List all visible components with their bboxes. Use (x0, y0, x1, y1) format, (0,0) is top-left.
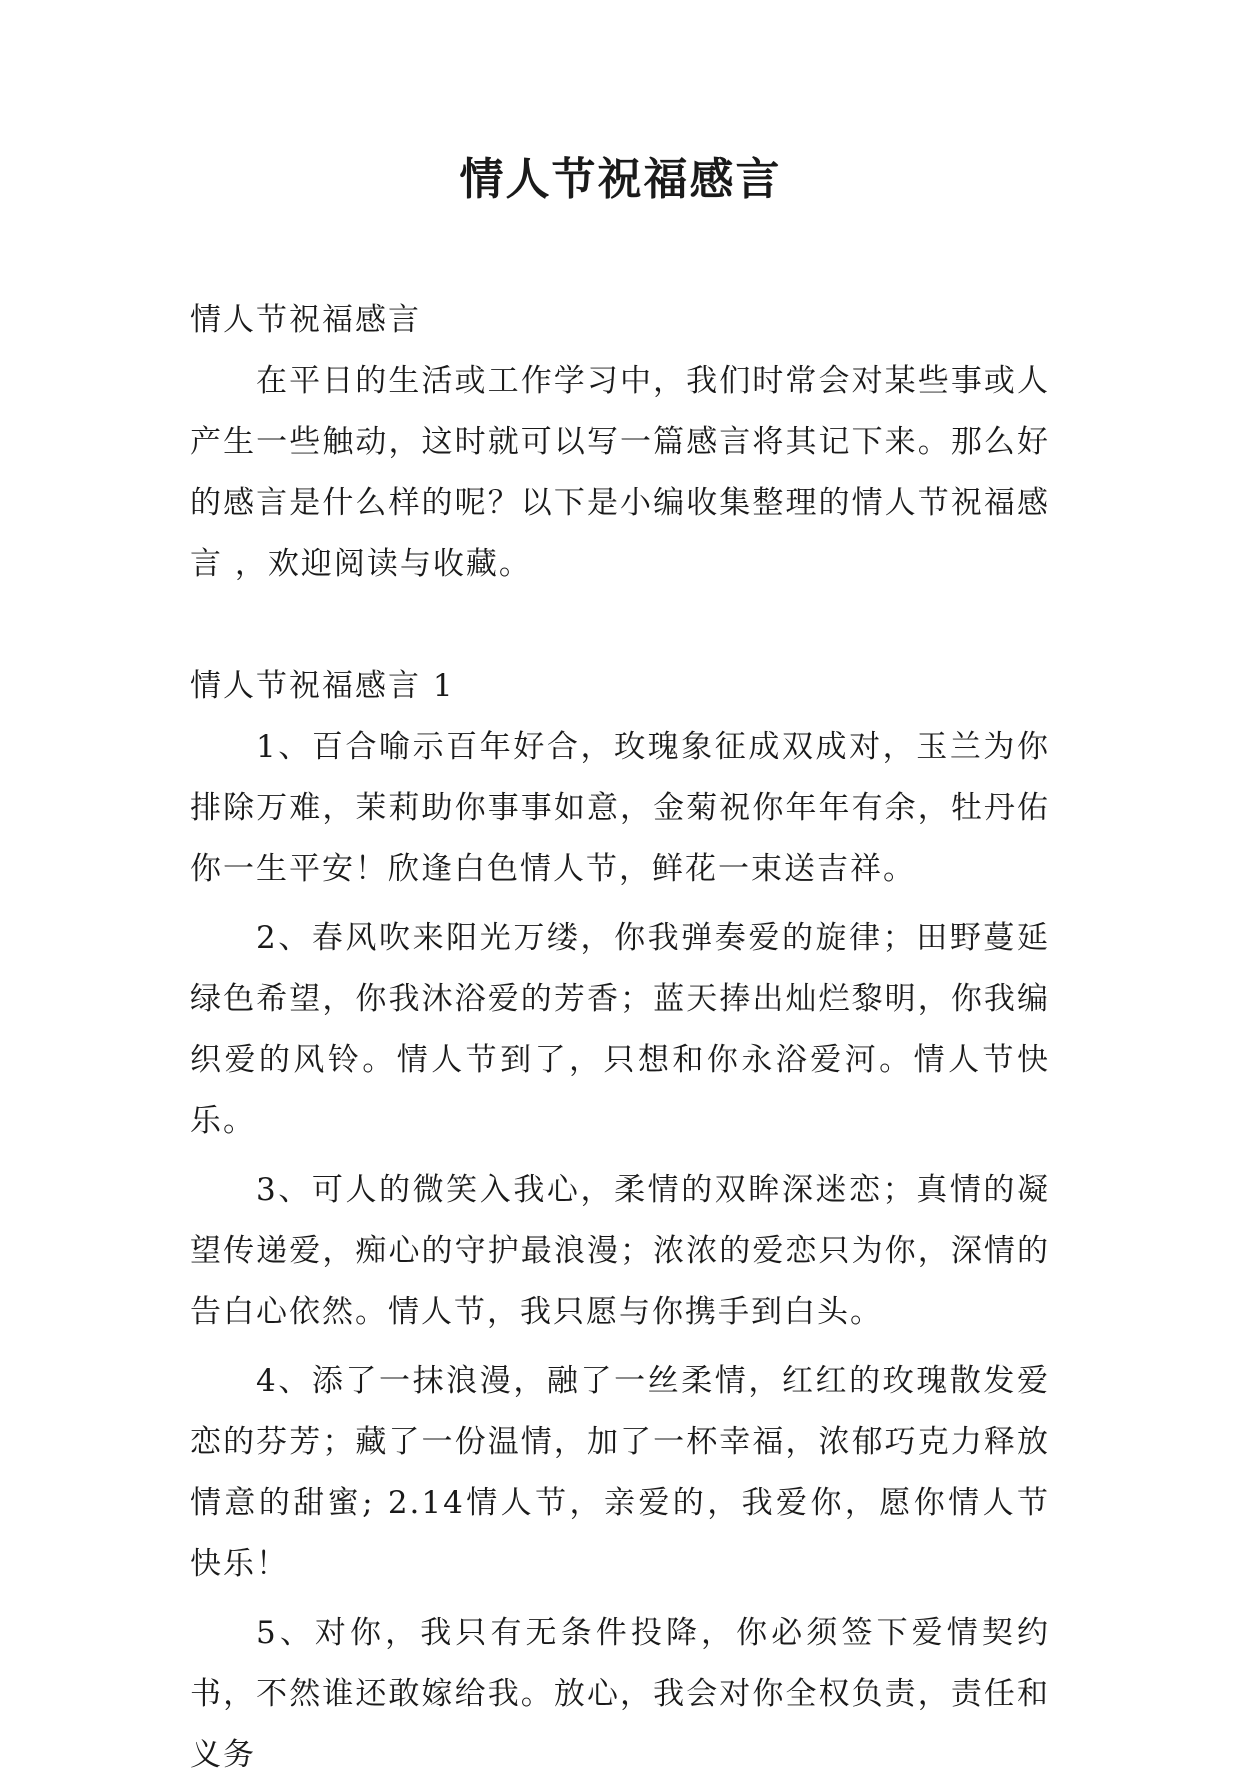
wish-item-2: 2、春风吹来阳光万缕，你我弹奏爱的旋律；田野蔓延绿色希望，你我沐浴爱的芳香；蓝天捧出灿烂黎明，你我编织爱的风铃。情人节到了，只想和你永浴爱河。情人节快乐。 (190, 920, 1050, 1139)
document-body (190, 290, 1050, 1786)
wish-item-1: 1、百合喻示百年好合，玫瑰象征成双成对，玉兰为你排除万难，茉莉助你事事如意，金菊祝你年年有余，牡丹佑你一生平安！欣逢白色情人节，鲜花一束送吉祥。 (190, 729, 1050, 887)
intro-heading: 情人节祝福感言 (190, 302, 421, 338)
wish-item-3: 3、可人的微笑入我心，柔情的双眸深迷恋；真情的凝望传递爱，痴心的守护最浪漫；浓浓的爱恋只为你，深情的告白心依然。情人节，我只愿与你携手到白头。 (190, 1172, 1050, 1330)
intro-paragraph: 在平日的生活或工作学习中，我们时常会对某些事或人产生一些触动，这时就可以写一篇感言将其记下来。那么好的感言是什么样的呢？以下是小编收集整理的情人节祝福感言 ，欢迎阅读与收藏。 (190, 363, 1050, 582)
wish-item-4: 4、添了一抹浪漫，融了一丝柔情，红红的玫瑰散发爱恋的芬芳；藏了一份温情，加了一杯幸福，浓郁巧克力释放情意的甜蜜; 2.14情人节，亲爱的，我爱你，愿你情人节快乐！ (190, 1363, 1050, 1582)
section-spacer (190, 595, 1050, 656)
wish-item-5: 5、对你，我只有无条件投降，你必须签下爱情契约书，不然谁还敢嫁给我。放心，我会对你全权负责，责任和义务 (190, 1615, 1050, 1773)
section-heading: 情人节祝福感言 1 (190, 668, 455, 704)
document-title: 情人节祝福感言 (459, 154, 782, 205)
